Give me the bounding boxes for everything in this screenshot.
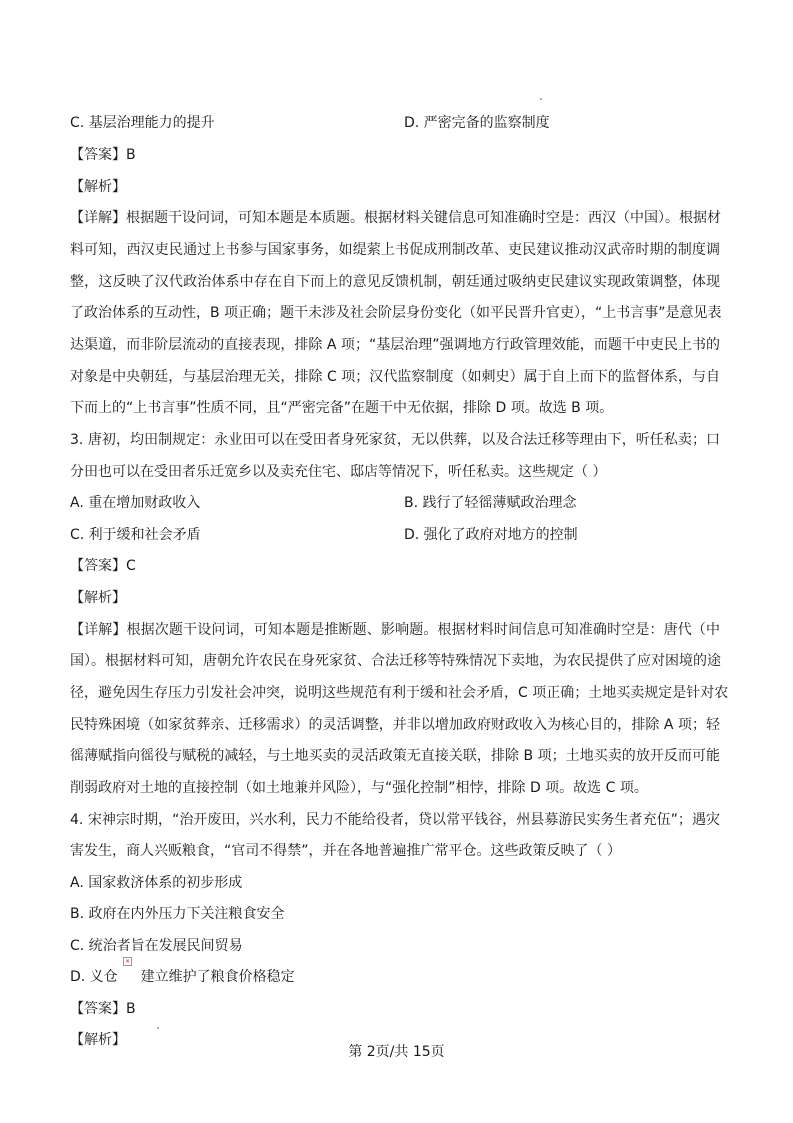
q3-option-a: A. 重在增加财政收入: [70, 495, 201, 511]
q4-option-b: B. 政府在内外压力下关注粮食安全: [70, 906, 285, 922]
q2-analysis-heading: 【解析】: [70, 179, 126, 195]
broken-image-icon: ×: [125, 958, 131, 965]
q4-stem-line: 4. 宋神宗时期，“治开废田，兴水利，民力不能给役者，贷以常平钱谷，州县募游民实务生者充伍”；遇灾: [70, 812, 720, 828]
q2-option-d: D. 严密完备的监察制度: [404, 115, 550, 131]
scan-speck: [540, 98, 542, 100]
q2-detail-line: 下而上的“上书言事”性质不同，且“严密完备”在题干中无依据，排除 D 项。故选 B 项。: [70, 400, 614, 416]
q3-detail-line: 径，避免因生存压力引发社会冲突，说明这些规范有利于缓和社会矛盾，C 项正确；土地买卖规定是针对农: [70, 685, 729, 701]
q3-option-c: C. 利于缓和社会矛盾: [70, 527, 201, 543]
q4-option-d: [70, 958, 295, 987]
q2-detail-line: 了政治体系的互动性，B 项正确；题干未涉及社会阶层身份变化（如平民晋升官吏），“上书言事”是意见表: [70, 305, 722, 321]
q4-option-a: A. 国家救济体系的初步形成: [70, 875, 243, 891]
q3-stem-line: 分田也可以在受田者乐迁宽乡以及卖充住宅、邸店等情况下，听任私卖。这些规定（ ）: [70, 464, 607, 480]
q3-answer: 【答案】C: [70, 558, 136, 574]
q3-option-b: B. 践行了轻徭薄赋政治理念: [404, 495, 577, 511]
q2-detail-line: 达渠道，而非阶层流动的直接表现，排除 A 项；“基层治理”强调地方行政管理效能，而题干中吏民上书的: [70, 337, 720, 353]
q4-stem-line: 害发生，商人兴贩粮食，“官司不得禁”，并在各地普遍推广常平仓。这些政策反映了（ ）: [70, 843, 621, 859]
q3-detail-line: 国）。根据材料可知，唐朝允许农民在身死家贫、合法迁移等特殊情况下卖地，为农民提供了应对困境的途: [70, 653, 721, 669]
q2-detail-line: 整，这反映了汉代政治体系中存在自下而上的意见反馈机制，朝廷通过吸纳吏民建议实现政策调整，体现: [70, 274, 720, 290]
q4-analysis-heading: 【解析】: [70, 1032, 126, 1048]
q2-option-c: C. 基层治理能力的提升: [70, 115, 215, 131]
q3-detail-line: 徭薄赋指向徭役与赋税的减轻，与土地买卖的灵活政策无直接关联，排除 B 项；土地买卖的放开反而可能: [70, 748, 720, 764]
q3-detail-line: 民特殊困境（如家贫葬亲、迁移需求）的灵活调整，并非以增加政府财政收入为核心目的，排除 A 项；轻: [70, 717, 720, 733]
q3-detail-line: 削弱政府对土地的直接控制（如土地兼并风险），与“强化控制”相悖，排除 D 项。故选 C 项。: [70, 780, 648, 796]
q2-answer: 【答案】B: [70, 147, 136, 163]
q2-detail-line: 料可知，西汉吏民通过上书参与国家事务，如缇萦上书促成刑制改革、吏民建议推动汉武帝时期的制度调: [70, 242, 720, 258]
q3-option-d: D. 强化了政府对地方的控制: [404, 527, 578, 543]
scan-speck: [157, 1027, 159, 1029]
q4-option-d-prefix: D. 义仓: [70, 969, 118, 985]
q3-stem-line: 3. 唐初，均田制规定：永业田可以在受田者身死家贫，无以供葬，以及合法迁移等理由下，听任私卖；口: [70, 432, 720, 448]
page-number-footer: 第 2页/共 15页: [348, 1044, 445, 1060]
q4-option-d-suffix: 建立维护了粮食价格稳定: [140, 969, 295, 985]
q4-answer: 【答案】B: [70, 1001, 136, 1017]
q3-analysis-heading: 【解析】: [70, 590, 126, 606]
q2-detail-line: 【详解】根据题干设问词，可知本题是本质题。根据材料关键信息可知准确时空是：西汉（中国）。根据材: [70, 210, 721, 226]
q2-detail-line: 对象是中央朝廷，与基层治理无关，排除 C 项；汉代监察制度（如刺史）属于自上而下的监督体系，与自: [70, 369, 720, 385]
q4-option-c: C. 统治者旨在发展民间贸易: [70, 938, 243, 954]
q3-detail-line: 【详解】根据次题干设问词，可知本题是推断题、影响题。根据材料时间信息可知准确时空是：唐代（中: [70, 622, 720, 638]
